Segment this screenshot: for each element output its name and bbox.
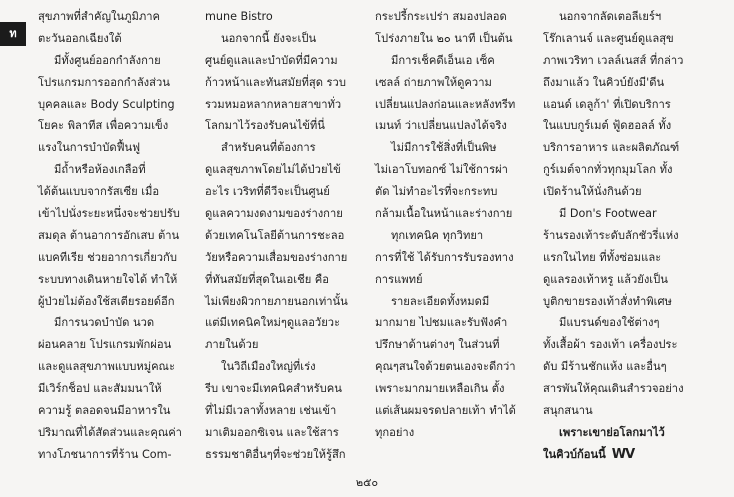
text-line: ร้านรองเท้าระดับลักชัวรี่แห่ง	[543, 228, 679, 242]
text-line: อะไร เวริทที่ดีวีจะเป็นศูนย์	[205, 185, 330, 199]
text-line: กล้ามเนื้อในหน้าและร่างกาย	[375, 207, 513, 221]
text-line: เมนท์ ว่าเปลี่ยนแปลงได้จริง	[375, 119, 507, 133]
text-line: กระปรี้กระเปร่า สมองปลอด	[375, 10, 507, 23]
text-line: ไม่เอาโบทอกซ์ ไม่ใช้การผ่า	[375, 163, 508, 177]
text-line: รายละเอียดทั้งหมดมี	[391, 294, 490, 308]
text-line: บุคคลและ Body Sculpting	[38, 97, 175, 111]
text-line: ภายในด้วย	[205, 338, 259, 352]
text-line: วัยหรือความเสื่อมของร่างกาย	[205, 250, 348, 264]
text-line: ไม่มีการใช้สิ่งที่เป็นพิษ	[391, 141, 497, 155]
text-line: ที่ไม่มีเวลาทั้งหลาย เช่นเข้า	[205, 404, 337, 418]
text-line: สำหรับคนที่ต้องการ	[221, 141, 316, 155]
text-column-2	[205, 6, 371, 466]
text-line: ปรึกษาด้านต่างๆ ในส่วนที่	[375, 338, 500, 352]
text-line: ดูแลความงดงามของร่างกาย	[205, 207, 343, 221]
text-line: สารพันให้คุณเดินสำรวจอย่าง	[543, 382, 684, 396]
text-line: สนุกสนาน	[543, 404, 593, 418]
text-line: แบคทีเรีย ช่วยอาการเกี่ยวกับ	[38, 250, 177, 264]
text-line: สุขภาพที่สำคัญในภูมิภาค	[38, 10, 161, 23]
text-line: รวมหมอหลากหลายสาขาทั่ว	[205, 97, 342, 111]
text-line: แต่มีเทคนิคใหม่ๆดูแลอวัยวะ	[205, 316, 341, 330]
text-line: โปรแกรมการออกกำลังส่วน	[38, 75, 170, 89]
text-line: ระบบทางเดินหายใจได้ ทำให้	[38, 272, 178, 286]
text-line: มีการเช็คดีเอ็นเอ เซ็ค	[391, 53, 495, 67]
text-line: ทุกเทคนิค ทุกวิทยา	[391, 228, 484, 242]
text-line: ดูแลสุขภาพโดยไม่ได้ป่วยไข้	[205, 163, 341, 177]
text-line: คุณๆสนใจด้วยตนเองจะดีกว่า	[375, 360, 516, 374]
text-line: mune Bistro	[205, 10, 273, 23]
text-column-3	[375, 6, 541, 444]
text-line: ตะวันออกเฉียงใต้	[38, 31, 122, 45]
text-line: นอกจากนี้ ยังจะเป็น	[221, 31, 317, 45]
text-line: แรงในการบำบัดฟื้นฟู	[38, 141, 141, 155]
text-line: ที่ทันสมัยที่สุดในเอเชีย คือ	[205, 272, 330, 286]
text-line: ศูนย์ดูแลและบำบัดที่มีความ	[205, 53, 338, 67]
text-line: ไม่เพียงผิวกายภายนอกเท่านั้น	[205, 294, 348, 308]
text-line: ในคิวบ์ก้อนนี้ WV	[543, 446, 635, 462]
text-line: มีแบรนด์ของใช้ต่างๆ	[559, 316, 660, 330]
text-line: ทางโภชนาการที่ร้าน Com-	[38, 447, 172, 461]
text-line: ด้วยเทคโนโลยีต้านการชะลอ	[205, 228, 345, 242]
page-number: ๒๕๐	[355, 476, 379, 489]
text-line: ผ่อนคลาย โปรแกรมพักผ่อน	[38, 338, 172, 352]
text-column-1	[38, 6, 204, 466]
text-line: แต่เส้นผมจรดปลายเท้า ทำได้	[375, 404, 516, 418]
text-line: ถึงมาแล้ว ในคิวบ์ยังมี'ดีน	[543, 75, 665, 89]
text-line: โร๊กเลานจ์ และศูนย์ดูแลสุข	[543, 31, 674, 45]
text-line: มี Don's Footwear	[559, 207, 657, 221]
text-line: ในแบบกูร์เมต์ ฟู้ดฮอลล์ ทั้ง	[543, 119, 672, 133]
text-line: มาเติมออกซิเจน และใช้สาร	[205, 425, 339, 439]
text-line: ได้ต้นแบบจากรัสเซีย เมื่อ	[38, 185, 160, 199]
text-line: ในวิถีเมืองใหญ่ที่เร่ง	[221, 360, 316, 374]
text-line: มีถ้ำหรือห้องเกลือที่	[54, 163, 146, 177]
text-line: เซลล์ ถ่ายภาพให้ดูความ	[375, 75, 492, 89]
text-line: รีบ เขาจะมีเทคนิคสำหรับคน	[205, 382, 342, 396]
text-line: ดับ มีร้านชักแห้ง และอื่นๆ	[543, 360, 667, 374]
text-line: เพราะเขาย่อโลกมาไว้	[559, 425, 665, 439]
text-line: ดูแลรองเท้าหรู แล้วยังเป็น	[543, 272, 668, 286]
text-line: มีเวิร์กช็อป และสัมมนาให้	[38, 382, 162, 396]
text-line: โปร่งภายใน ๒๐ นาที เป็นต้น	[375, 31, 513, 45]
text-line: นอกจากลัดเตอลีเยร์ฯ	[559, 10, 662, 23]
text-line: บริการอาหาร และผลิตภัณฑ์	[543, 141, 680, 155]
text-line: การที่ใช้ ได้รับการรับรองทาง	[375, 250, 514, 264]
text-line: บูติกขายรองเท้าสั่งทำพิเศษ	[543, 294, 672, 308]
text-line: แรกในไทย ที่ทั้งซ่อมและ	[543, 250, 662, 264]
text-line: ภาพเวริทา เวลล์เนสส์ ที่กล่าว	[543, 53, 684, 67]
text-line: มีการนวดบำบัด นวด	[54, 316, 155, 330]
text-line: ทุกอย่าง	[375, 425, 415, 439]
text-line: ตัด ไม่ทำอะไรที่จะกระทบ	[375, 185, 498, 199]
text-line: ธรรมชาติอื่นๆที่จะช่วยให้รู้สึก	[205, 447, 346, 461]
text-line: โยคะ พิลาทีส เพื่อความเข็ง	[38, 119, 169, 133]
text-line: โลกมาไว้รองรับคนไข้ที่นี่	[205, 119, 325, 133]
article-end-mark: WV	[611, 446, 635, 462]
text-line: มากมาย ไปชมและรับฟังคำ	[375, 316, 508, 330]
text-line: กูร์เมต์จากทั่วทุกมุมโลก ทั้ง	[543, 163, 673, 177]
text-line: สมดุล ต้านอาการอักเสบ ต้าน	[38, 228, 180, 242]
text-line: ความรู้ ตลอดจนมีอาหารใน	[38, 404, 171, 418]
side-page-tab: ท	[0, 22, 26, 46]
text-line: และดูแลสุขภาพแบบหมู่คณะ	[38, 360, 175, 374]
text-line: ผู้ป่วยไม่ต้องใช้สเตียรอยด์อีก	[38, 294, 175, 308]
text-line: เปิดร้านให้นั่งกินด้วย	[543, 185, 642, 199]
text-line: ปริมาณที่ได้สัดส่วนและคุณค่า	[38, 425, 182, 439]
text-line: การแพทย์	[375, 272, 423, 286]
text-line: แอนด์ เดลูก้า' ที่เปิดบริการ	[543, 97, 671, 111]
text-line: ก้าวหน้าและทันสมัยที่สุด รวบ	[205, 75, 346, 89]
text-line: เข้าไปนั่งระยะหนึ่งจะช่วยปรับ	[38, 207, 180, 221]
text-line: มีทั้งศูนย์ออกกำลังกาย	[54, 53, 161, 67]
text-line: เพราะมากมายเหลือเกิน ตั้ง	[375, 382, 505, 396]
text-line: ทั้งเสื้อผ้า รองเท้า เครื่องประ	[543, 338, 678, 352]
text-line: เปลี่ยนแปลงก่อนและหลังทรีท	[375, 97, 516, 111]
text-column-4	[543, 6, 709, 466]
